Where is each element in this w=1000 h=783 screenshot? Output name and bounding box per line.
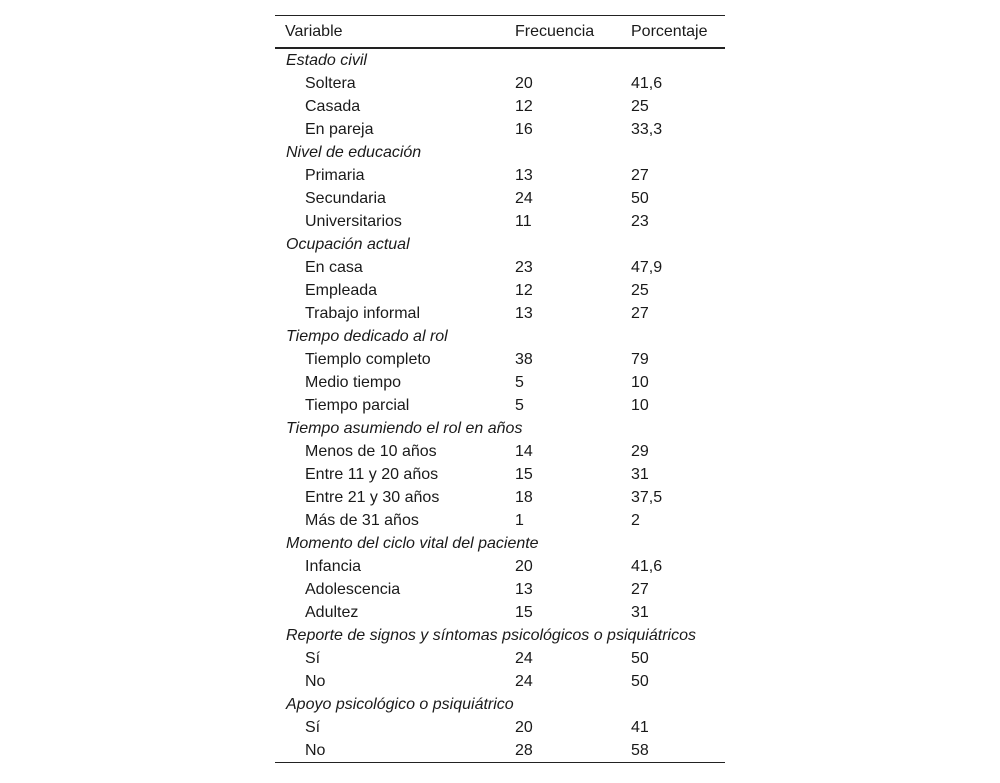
row-porcentaje-cell: 25	[631, 281, 649, 299]
table-row	[275, 555, 725, 578]
row-frecuencia-cell: 13	[515, 166, 533, 184]
group-row	[275, 233, 725, 256]
row-frecuencia-cell: 15	[515, 603, 533, 621]
row-porcentaje-cell: 27	[631, 580, 649, 598]
header-row	[275, 16, 725, 49]
row-porcentaje-cell: 27	[631, 166, 649, 184]
row-porcentaje-cell: 79	[631, 350, 649, 368]
group-label: Tiempo asumiendo el rol en años	[286, 419, 523, 437]
row-variable-cell: En pareja	[305, 120, 374, 138]
row-variable-cell: Empleada	[305, 281, 378, 299]
data-table-container	[275, 15, 725, 763]
header-variable: Variable	[285, 22, 343, 40]
row-frecuencia-cell: 20	[515, 557, 533, 575]
row-porcentaje-cell: 41,6	[631, 74, 663, 92]
row-frecuencia-cell: 11	[515, 212, 532, 230]
row-frecuencia-cell: 24	[515, 189, 533, 207]
table-header	[275, 16, 725, 49]
table-row	[275, 95, 725, 118]
row-variable-cell: Casada	[305, 97, 361, 115]
row-frecuencia-cell: 23	[515, 258, 533, 276]
row-porcentaje-cell: 58	[631, 741, 649, 759]
row-porcentaje-cell: 29	[631, 442, 649, 460]
row-frecuencia-cell: 15	[515, 465, 533, 483]
table-row	[275, 210, 725, 233]
row-frecuencia-cell: 18	[515, 488, 533, 506]
row-variable-cell: Sí	[305, 718, 321, 736]
table-row	[275, 118, 725, 141]
table-row	[275, 509, 725, 532]
table-row	[275, 486, 725, 509]
row-frecuencia-cell: 12	[515, 97, 533, 115]
row-porcentaje-cell: 41	[631, 718, 649, 736]
table-row	[275, 371, 725, 394]
row-variable-cell: Entre 21 y 30 años	[305, 488, 440, 506]
group-row	[275, 693, 725, 716]
row-variable-cell: Universitarios	[305, 212, 402, 230]
row-frecuencia-cell: 24	[515, 649, 533, 667]
row-porcentaje-cell: 33,3	[631, 120, 663, 138]
row-variable-cell: Menos de 10 años	[305, 442, 437, 460]
row-variable-cell: Infancia	[305, 557, 362, 575]
group-label: Apoyo psicológico o psiquiátrico	[286, 695, 514, 713]
header-porcentaje: Porcentaje	[631, 22, 708, 40]
row-frecuencia-cell: 12	[515, 281, 533, 299]
row-porcentaje-cell: 50	[631, 189, 649, 207]
row-frecuencia-cell: 38	[515, 350, 533, 368]
row-variable-cell: Más de 31 años	[305, 511, 419, 529]
group-label: Reporte de signos y síntomas psicológicos o psiquiátricos	[286, 626, 696, 644]
group-row	[275, 417, 725, 440]
row-variable-cell: Primaria	[305, 166, 365, 184]
table-row	[275, 348, 725, 371]
row-porcentaje-cell: 31	[631, 603, 649, 621]
group-label: Nivel de educación	[286, 143, 422, 161]
row-frecuencia-cell: 24	[515, 672, 533, 690]
row-variable-cell: Adolescencia	[305, 580, 401, 598]
row-variable-cell: No	[305, 741, 326, 759]
group-label: Momento del ciclo vital del paciente	[286, 534, 539, 552]
table-body	[275, 48, 725, 763]
row-variable-cell: Trabajo informal	[305, 304, 421, 322]
row-frecuencia-cell: 14	[515, 442, 533, 460]
table-row	[275, 256, 725, 279]
table-row	[275, 647, 725, 670]
group-row	[275, 141, 725, 164]
header-frecuencia: Frecuencia	[515, 22, 595, 40]
table-row	[275, 72, 725, 95]
row-variable-cell: Tiempo parcial	[305, 396, 410, 414]
row-variable-cell: En casa	[305, 258, 363, 276]
row-porcentaje-cell: 27	[631, 304, 649, 322]
row-frecuencia-cell: 5	[515, 396, 524, 414]
group-label: Estado civil	[286, 51, 367, 69]
row-variable-cell: Sí	[305, 649, 321, 667]
row-porcentaje-cell: 25	[631, 97, 649, 115]
row-frecuencia-cell: 5	[515, 373, 524, 391]
table-row	[275, 601, 725, 624]
group-row	[275, 48, 725, 72]
row-porcentaje-cell: 31	[631, 465, 649, 483]
row-porcentaje-cell: 10	[631, 396, 649, 414]
table-row	[275, 716, 725, 739]
table-row	[275, 739, 725, 763]
row-porcentaje-cell: 10	[631, 373, 649, 391]
table-row	[275, 164, 725, 187]
row-variable-cell: Entre 11 y 20 años	[305, 465, 439, 483]
table-row	[275, 463, 725, 486]
data-table	[275, 15, 725, 763]
row-porcentaje-cell: 37,5	[631, 488, 663, 506]
row-frecuencia-cell: 13	[515, 304, 533, 322]
row-frecuencia-cell: 16	[515, 120, 533, 138]
group-label: Tiempo dedicado al rol	[286, 327, 448, 345]
row-variable-cell: Soltera	[305, 74, 356, 92]
row-porcentaje-cell: 50	[631, 649, 649, 667]
table-row	[275, 670, 725, 693]
group-row	[275, 325, 725, 348]
row-frecuencia-cell: 20	[515, 74, 533, 92]
row-porcentaje-cell: 41,6	[631, 557, 663, 575]
group-label: Ocupación actual	[286, 235, 410, 253]
row-porcentaje-cell: 2	[631, 511, 640, 529]
row-frecuencia-cell: 20	[515, 718, 533, 736]
group-row	[275, 532, 725, 555]
table-row	[275, 302, 725, 325]
table-row	[275, 187, 725, 210]
row-porcentaje-cell: 50	[631, 672, 649, 690]
table-row	[275, 394, 725, 417]
table-row	[275, 440, 725, 463]
group-row	[275, 624, 725, 647]
row-frecuencia-cell: 13	[515, 580, 533, 598]
row-variable-cell: Adultez	[305, 603, 359, 621]
row-variable-cell: No	[305, 672, 326, 690]
row-frecuencia-cell: 28	[515, 741, 533, 759]
row-frecuencia-cell: 1	[515, 511, 524, 529]
row-porcentaje-cell: 47,9	[631, 258, 663, 276]
row-variable-cell: Tiemplo completo	[305, 350, 431, 368]
row-variable-cell: Medio tiempo	[305, 373, 402, 391]
row-porcentaje-cell: 23	[631, 212, 649, 230]
row-variable-cell: Secundaria	[305, 189, 386, 207]
table-row	[275, 279, 725, 302]
table-row	[275, 578, 725, 601]
